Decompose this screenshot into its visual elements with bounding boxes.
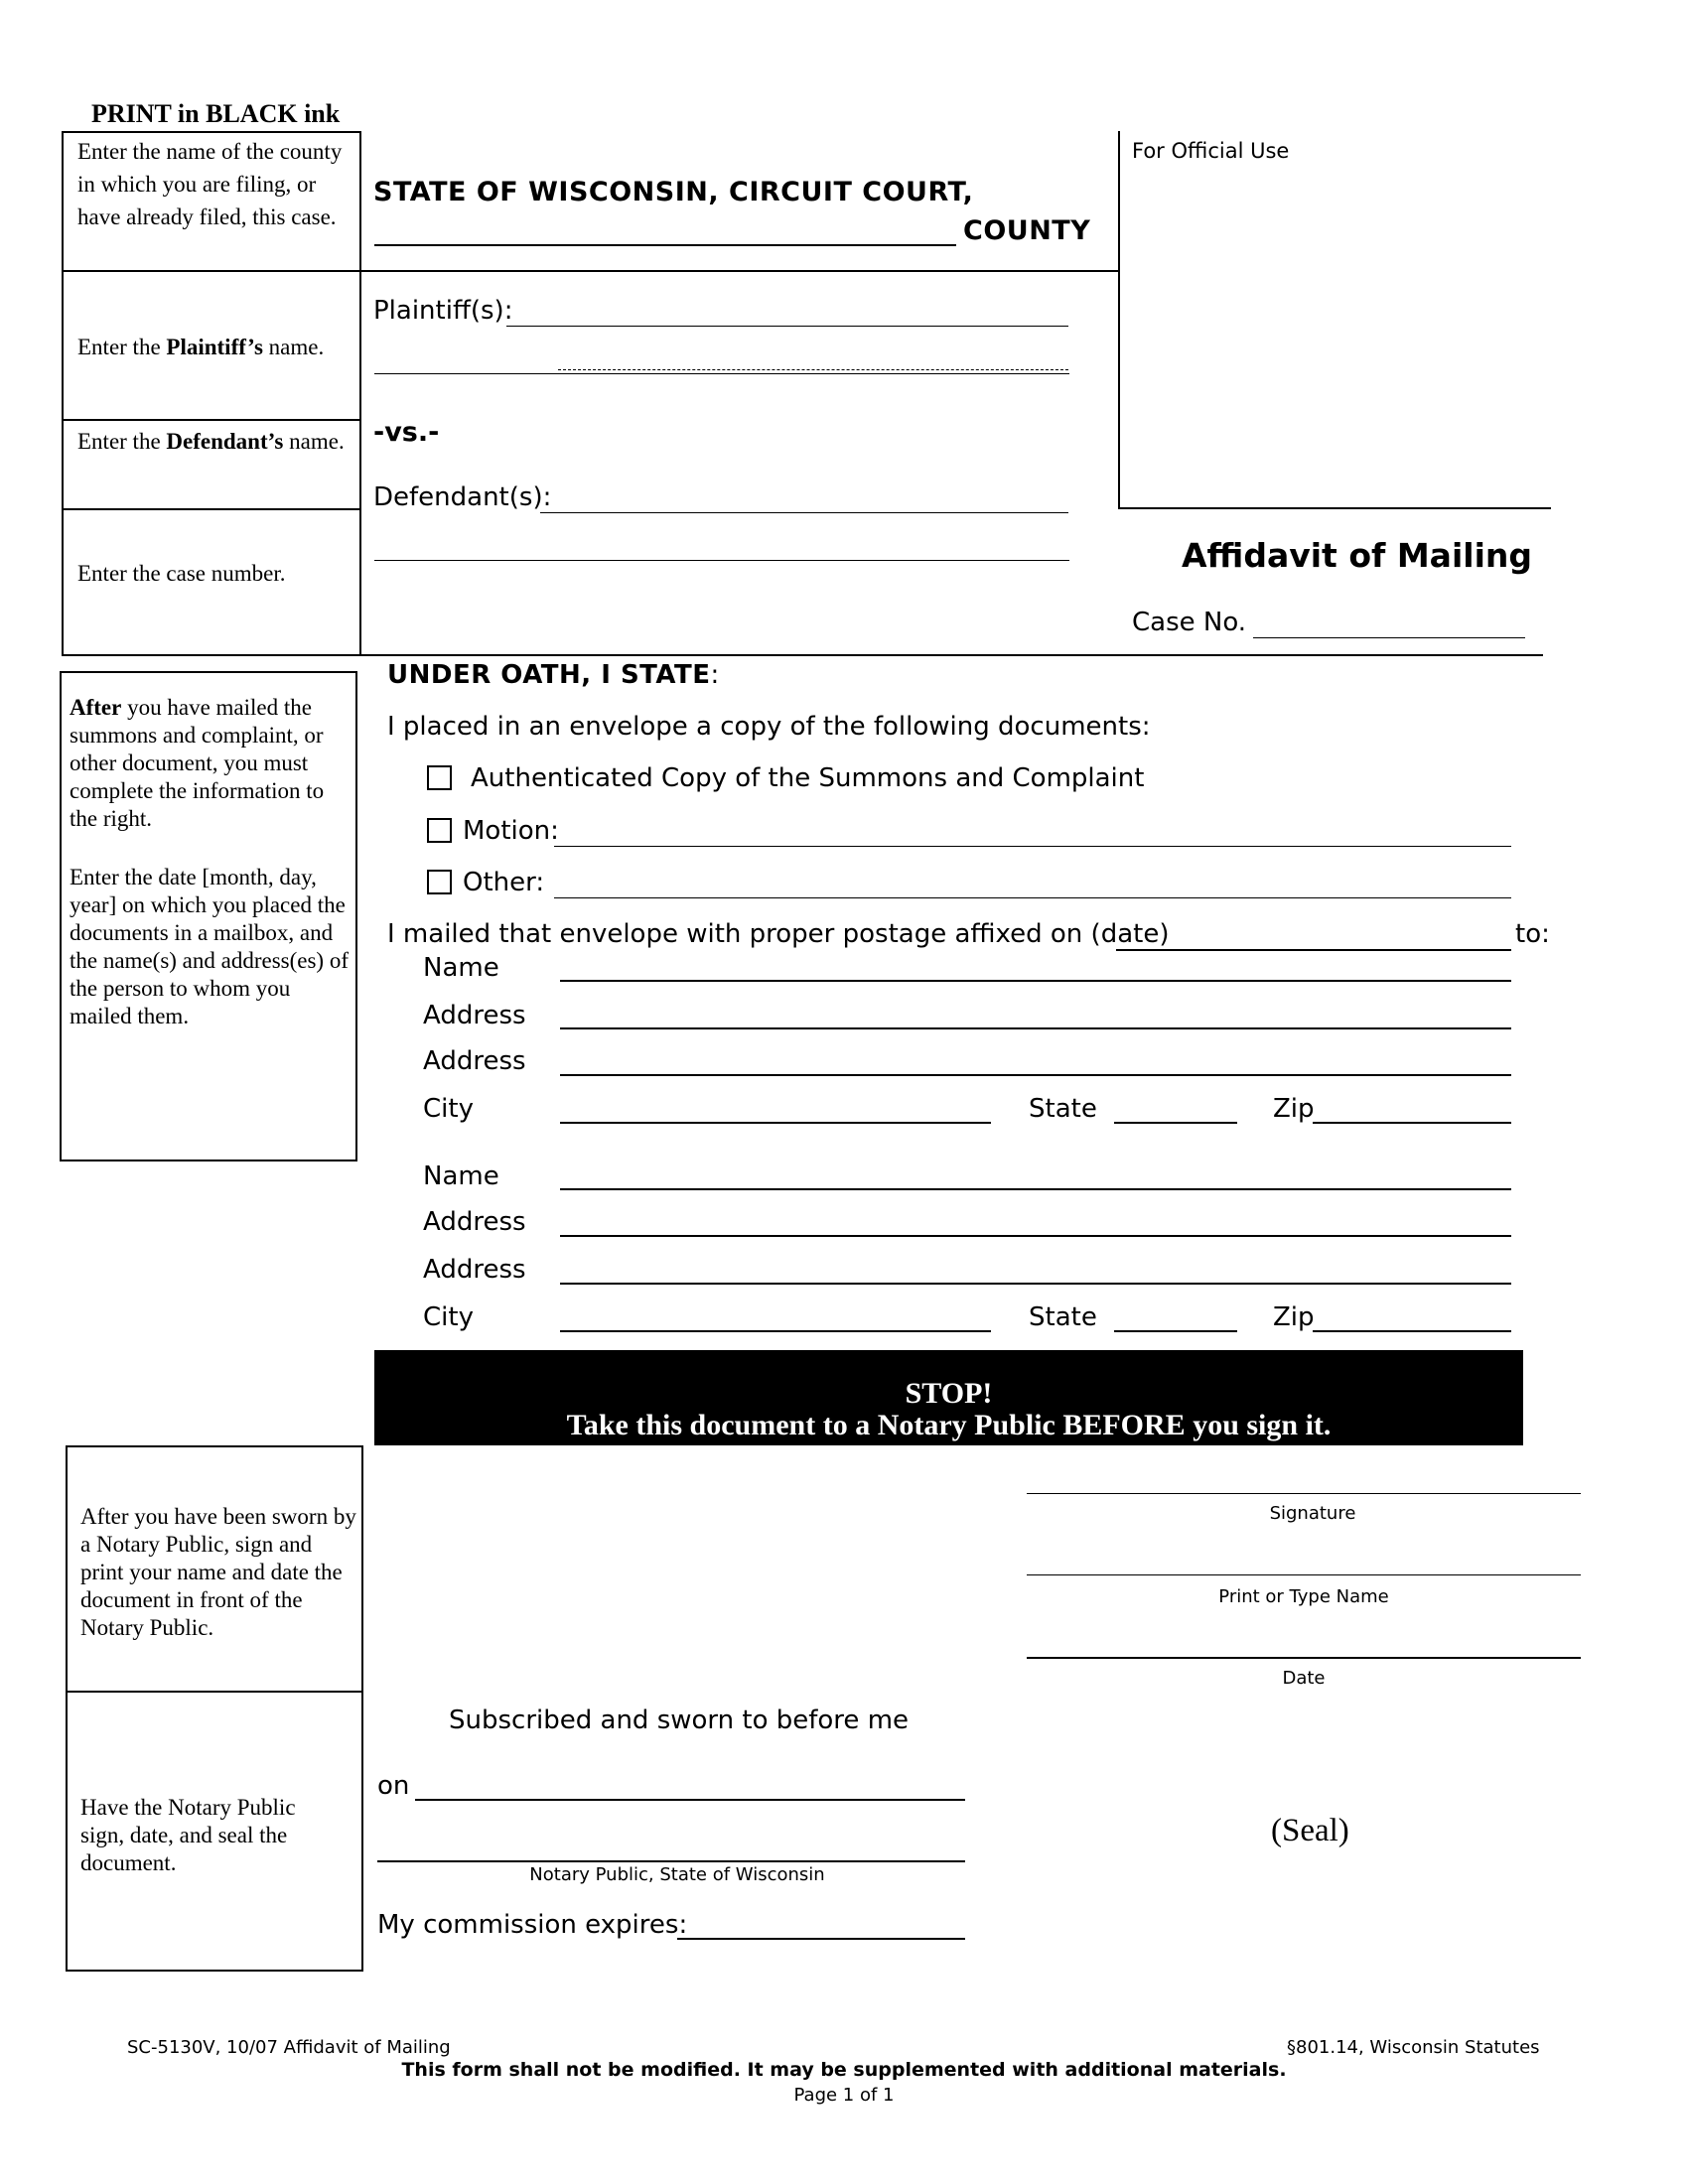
defendant-field-2[interactable]	[374, 560, 1069, 561]
instruction-date: Enter the date [month, day, year] on which you placed the documents in a mailbox, and the name(s) and address(es) of the person to whom you mailed them.	[70, 865, 349, 1028]
seal-label: (Seal)	[1271, 1813, 1349, 1848]
stop-banner	[374, 1350, 1523, 1445]
form-id: SC-5130V, 10/07 Affidavit of Mailing	[127, 2037, 451, 2058]
mailing-date-field[interactable]	[1116, 949, 1511, 951]
recipient1-state-field[interactable]	[1114, 1122, 1237, 1124]
recipient1-name-label: Name	[423, 953, 499, 983]
print-instruction: PRINT in BLACK ink	[91, 99, 341, 128]
commission-label: My commission expires:	[377, 1910, 688, 1940]
official-use-label: For Official Use	[1132, 139, 1290, 163]
plaintiff-field-2[interactable]	[374, 373, 1069, 374]
case-number-field[interactable]	[1253, 637, 1525, 638]
signature-field[interactable]	[1027, 1493, 1581, 1494]
recipient2-address1-label: Address	[423, 1207, 526, 1237]
on-label: on	[377, 1771, 410, 1801]
recipient1-address2-label: Address	[423, 1046, 526, 1076]
recipient1-zip-field[interactable]	[1313, 1122, 1511, 1124]
recipient1-state-label: State	[1029, 1094, 1097, 1124]
case-number-label: Case No.	[1132, 608, 1247, 637]
recipient2-state-label: State	[1029, 1302, 1097, 1332]
notary-public-label: Notary Public, State of Wisconsin	[529, 1864, 825, 1885]
motion-checkbox[interactable]	[427, 818, 452, 843]
form-title: Affidavit of Mailing	[1182, 536, 1532, 575]
recipient2-city-field[interactable]	[560, 1330, 991, 1332]
summons-checkbox[interactable]	[427, 765, 452, 790]
placed-statement: I placed in an envelope a copy of the following documents:	[387, 712, 1151, 742]
county-label: COUNTY	[963, 215, 1091, 246]
recipient2-city-label: City	[423, 1302, 474, 1332]
court-heading: STATE OF WISCONSIN, CIRCUIT COURT,	[373, 177, 974, 207]
stop-title: STOP!	[905, 1377, 993, 1410]
instruction-notary-sworn: After you have been sworn by a Notary Public, sign and print your name and date the document in front of the Notary Public.	[80, 1504, 356, 1640]
other-option-label: Other:	[463, 868, 545, 897]
recipient1-name-field[interactable]	[560, 980, 1511, 982]
signature-label: Signature	[1269, 1503, 1356, 1524]
versus-label: -vs.-	[373, 417, 440, 448]
subscribed-label: Subscribed and sworn to before me	[449, 1706, 910, 1735]
commission-field[interactable]	[677, 1938, 965, 1940]
print-name-field[interactable]	[1027, 1574, 1581, 1575]
recipient2-address1-field[interactable]	[560, 1235, 1511, 1237]
modification-notice: This form shall not be modified. It may be supplemented with additional materials.	[401, 2059, 1287, 2081]
date-field[interactable]	[1027, 1657, 1581, 1659]
recipient1-city-label: City	[423, 1094, 474, 1124]
recipient2-name-field[interactable]	[560, 1188, 1511, 1190]
plaintiff-field[interactable]	[506, 326, 1068, 327]
recipient1-zip-label: Zip	[1273, 1094, 1315, 1124]
instruction-plaintiff: Enter the Plaintiff’s name.	[77, 335, 325, 359]
instruction-county: Enter the name of the county in which you are filing, or have already filed, this case.	[77, 139, 343, 229]
defendant-label: Defendant(s):	[373, 482, 552, 512]
plaintiff-label: Plaintiff(s):	[373, 296, 513, 326]
mailed-statement: I mailed that envelope with proper postage affixed on (date)	[387, 919, 1170, 949]
summons-option-label: Authenticated Copy of the Summons and Complaint	[471, 763, 1145, 793]
instruction-case-number: Enter the case number.	[77, 561, 286, 586]
recipient1-address2-field[interactable]	[560, 1074, 1511, 1076]
instruction-defendant: Enter the Defendant’s name.	[77, 429, 345, 454]
instruction-after-mailing: After you have mailed the summons and complaint, or other document, you must complete the information to the right.	[70, 695, 325, 831]
page-number: Page 1 of 1	[793, 2085, 895, 2106]
recipient2-zip-field[interactable]	[1313, 1330, 1511, 1332]
recipient2-name-label: Name	[423, 1161, 499, 1191]
print-name-label: Print or Type Name	[1218, 1586, 1389, 1607]
motion-field[interactable]	[554, 846, 1511, 847]
recipient1-city-field[interactable]	[560, 1122, 991, 1124]
statute-reference: §801.14, Wisconsin Statutes	[1287, 2037, 1540, 2058]
date-label: Date	[1282, 1668, 1326, 1689]
notary-signature-field[interactable]	[377, 1860, 965, 1862]
stop-message: Take this document to a Notary Public BEFORE you sign it.	[566, 1409, 1332, 1441]
county-name-field[interactable]	[374, 244, 956, 246]
to-label: to:	[1515, 919, 1550, 949]
recipient2-address2-label: Address	[423, 1255, 526, 1285]
other-checkbox[interactable]	[427, 870, 452, 894]
recipient2-state-field[interactable]	[1114, 1330, 1237, 1332]
recipient2-zip-label: Zip	[1273, 1302, 1315, 1332]
oath-heading: UNDER OATH, I STATE:	[387, 660, 720, 690]
notary-date-field[interactable]	[415, 1799, 965, 1801]
other-field[interactable]	[554, 897, 1511, 898]
defendant-field[interactable]	[540, 512, 1068, 513]
recipient1-address1-label: Address	[423, 1001, 526, 1030]
recipient2-address2-field[interactable]	[560, 1283, 1511, 1285]
motion-option-label: Motion:	[463, 816, 559, 846]
instruction-notary-seal: Have the Notary Public sign, date, and seal the document.	[80, 1795, 296, 1875]
recipient1-address1-field[interactable]	[560, 1027, 1511, 1029]
